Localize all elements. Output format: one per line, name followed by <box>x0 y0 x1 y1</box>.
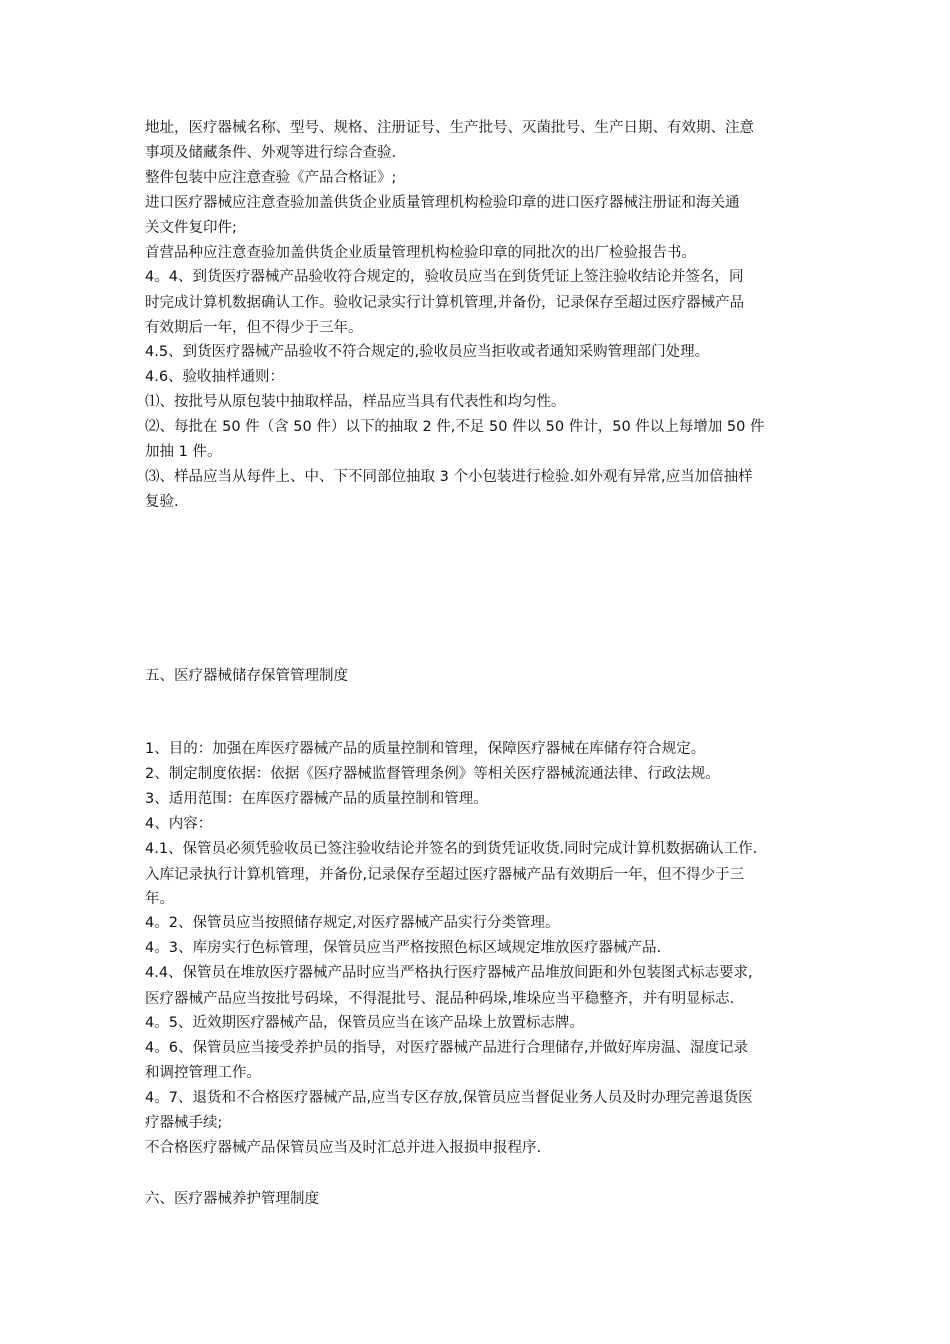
text-line: 整件包装中应注意查验《产品合格证》; <box>145 170 397 186</box>
text-line: 不合格医疗器械产品保管员应当及时汇总并进入报损申报程序. <box>145 1140 542 1156</box>
text-line: 4。7、退货和不合格医疗器械产品,应当专区存放,保管员应当督促业务人员及时办理完善退货医 <box>145 1090 753 1106</box>
text-line: 2、制定制度依据：依据《医疗器械监督管理条例》等相关医疗器械流通法律、行政法规。 <box>145 766 720 782</box>
text-line: 4.5、到货医疗器械产品验收不符合规定的,验收员应当拒收或者通知采购管理部门处理。 <box>145 344 710 360</box>
text-line: 1、目的：加强在库医疗器械产品的质量控制和管理，保障医疗器械在库储存符合规定。 <box>145 741 706 757</box>
text-line: 地址，医疗器械名称、型号、规格、注册证号、生产批号、灭菌批号、生产日期、有效期、注意 <box>145 120 754 136</box>
text-line: 复验. <box>145 494 179 510</box>
text-line: ⑶、样品应当从每件上、中、下不同部位抽取 3 个小包装进行检验.如外观有异常,应当加倍抽样 <box>145 469 753 485</box>
text-line: 4。4、到货医疗器械产品验收符合规定的，验收员应当在到货凭证上签注验收结论并签名，同 <box>145 269 744 285</box>
text-line: 进口医疗器械应注意查验加盖供货企业质量管理机构检验印章的进口医疗器械注册证和海关通 <box>145 195 740 211</box>
text-line: 年。 <box>145 891 174 907</box>
text-line: 首营品种应注意查验加盖供货企业质量管理机构检验印章的同批次的出厂检验报告书。 <box>145 245 696 261</box>
text-line: 4。5、近效期医疗器械产品，保管员应当在该产品垛上放置标志牌。 <box>145 1015 584 1031</box>
text-line: 入库记录执行计算机管理，并备份,记录保存至超过医疗器械产品有效期后一年，但不得少于三 <box>145 867 745 883</box>
text-line: 关文件复印件; <box>145 220 237 236</box>
text-line: 4.6、验收抽样通则： <box>145 369 285 385</box>
text-line: 4、内容： <box>145 816 213 832</box>
text-line: 有效期后一年，但不得少于三年。 <box>145 320 363 336</box>
text-line: 4。6、保管员应当接受养护员的指导，对医疗器械产品进行合理储存,并做好库房温、湿度记录 <box>145 1040 749 1056</box>
text-line: 3、适用范围：在库医疗器械产品的质量控制和管理。 <box>145 791 488 807</box>
text-line: ⑵、每批在 50 件（含 50 件）以下的抽取 2 件,不足 50 件以 50 件计，50 件以上每增加 50 件 <box>145 419 765 435</box>
section-heading: 五、医疗器械储存保管管理制度 <box>145 668 348 684</box>
text-line: 和调控管理工作。 <box>145 1065 261 1081</box>
text-line: 事项及储藏条件、外观等进行综合查验. <box>145 145 397 161</box>
text-line: 4。2、保管员应当按照储存规定,对医疗器械产品实行分类管理。 <box>145 915 560 931</box>
text-line: 疗器械手续; <box>145 1115 223 1131</box>
text-line: 时完成计算机数据确认工作。验收记录实行计算机管理,并备份，记录保存至超过医疗器械产品 <box>145 295 745 311</box>
section-heading: 六、医疗器械养护管理制度 <box>145 1191 319 1207</box>
text-line: 4。3、库房实行色标管理，保管员应当严格按照色标区域规定堆放医疗器械产品. <box>145 940 662 956</box>
text-line: 4.1、保管员必须凭验收员已签注验收结论并签名的到货凭证收货.同时完成计算机数据确认工作. <box>145 841 758 857</box>
text-line: 加抽 1 件。 <box>145 444 222 460</box>
text-line: 医疗器械产品应当按批号码垛，不得混批号、混品种码垛,堆垛应当平稳整齐，并有明显标志. <box>145 991 735 1007</box>
text-line: ⑴、按批号从原包装中抽取样品，样品应当具有代表性和均匀性。 <box>145 394 566 410</box>
text-line: 4.4、保管员在堆放医疗器械产品时应当严格执行医疗器械产品堆放间距和外包装图式标志要求, <box>145 965 753 981</box>
